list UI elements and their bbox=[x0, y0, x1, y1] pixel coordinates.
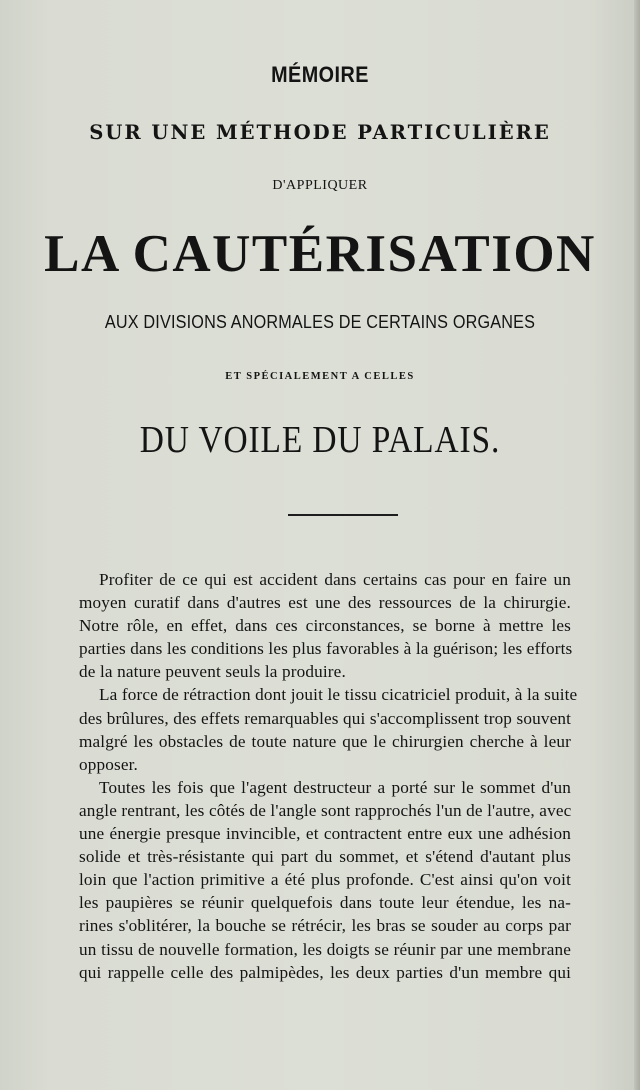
text-line: malgré les obstacles de toute nature que le chirurgien cherche à leur bbox=[79, 731, 571, 751]
text-line: un tissu de nouvelle formation, les doigts se réunir par une membrane bbox=[79, 939, 571, 959]
text-line: de la nature peuvent seuls la produire. bbox=[79, 662, 346, 682]
text-line: Profiter de ce qui est accident dans certains cas pour en faire un bbox=[99, 570, 571, 589]
title-methode: SUR UNE MÉTHODE PARTICULIÈRE bbox=[89, 120, 551, 144]
section-divider bbox=[288, 514, 398, 516]
title-specialement: ET SPÉCIALEMENT A CELLES bbox=[225, 371, 415, 382]
text-line: Notre rôle, en effet, dans ces circonstances, se borne à mettre les bbox=[79, 616, 571, 636]
text-line: rines s'oblitérer, la bouche se rétrécir, les bras se souder au corps par bbox=[79, 916, 571, 936]
text-line: parties dans les conditions les plus favorables à la guérison; les efforts bbox=[79, 639, 573, 659]
text-line: les paupières se réunir quelquefois dans toute leur étendue, les na- bbox=[79, 893, 571, 913]
text-line: solide et très-résistante qui part du sommet, et s'étend d'autant plus bbox=[79, 847, 571, 867]
text-line: La force de rétraction dont jouit le tissu cicatriciel produit, à la suite bbox=[99, 685, 578, 705]
text-line: opposer. bbox=[79, 754, 138, 774]
text-line: loin que l'action primitive a été plus profonde. C'est ainsi qu'on voit bbox=[79, 870, 571, 890]
text-line: Toutes les fois que l'agent destructeur a porté sur le sommet d'un bbox=[99, 777, 571, 797]
body-text bbox=[79, 568, 578, 984]
text-line: moyen curatif dans d'autres est une des ressources de la chirurgie. bbox=[79, 593, 571, 613]
title-memoire: MÉMOIRE bbox=[271, 62, 369, 87]
text-line: angle rentrant, les côtés de l'angle sont rapprochés l'un de l'autre, avec bbox=[79, 800, 572, 820]
page-edge bbox=[634, 0, 640, 1090]
title-divisions: AUX DIVISIONS ANORMALES DE CERTAINS ORGANES bbox=[104, 312, 536, 332]
title-appliquer: D'APPLIQUER bbox=[272, 178, 368, 193]
text-line: une énergie presque invincible, et contractent entre eux une adhésion bbox=[79, 824, 571, 844]
title-voile-du-palais: DU VOILE DU PALAIS. bbox=[139, 419, 501, 461]
title-cauterisation: LA CAUTÉRISATION bbox=[44, 225, 596, 283]
text-line: qui rappelle celle des palmipèdes, les deux parties d'un membre qui bbox=[79, 962, 571, 982]
text-line: des brûlures, des effets remarquables qui s'accomplissent trop souvent bbox=[79, 708, 572, 728]
